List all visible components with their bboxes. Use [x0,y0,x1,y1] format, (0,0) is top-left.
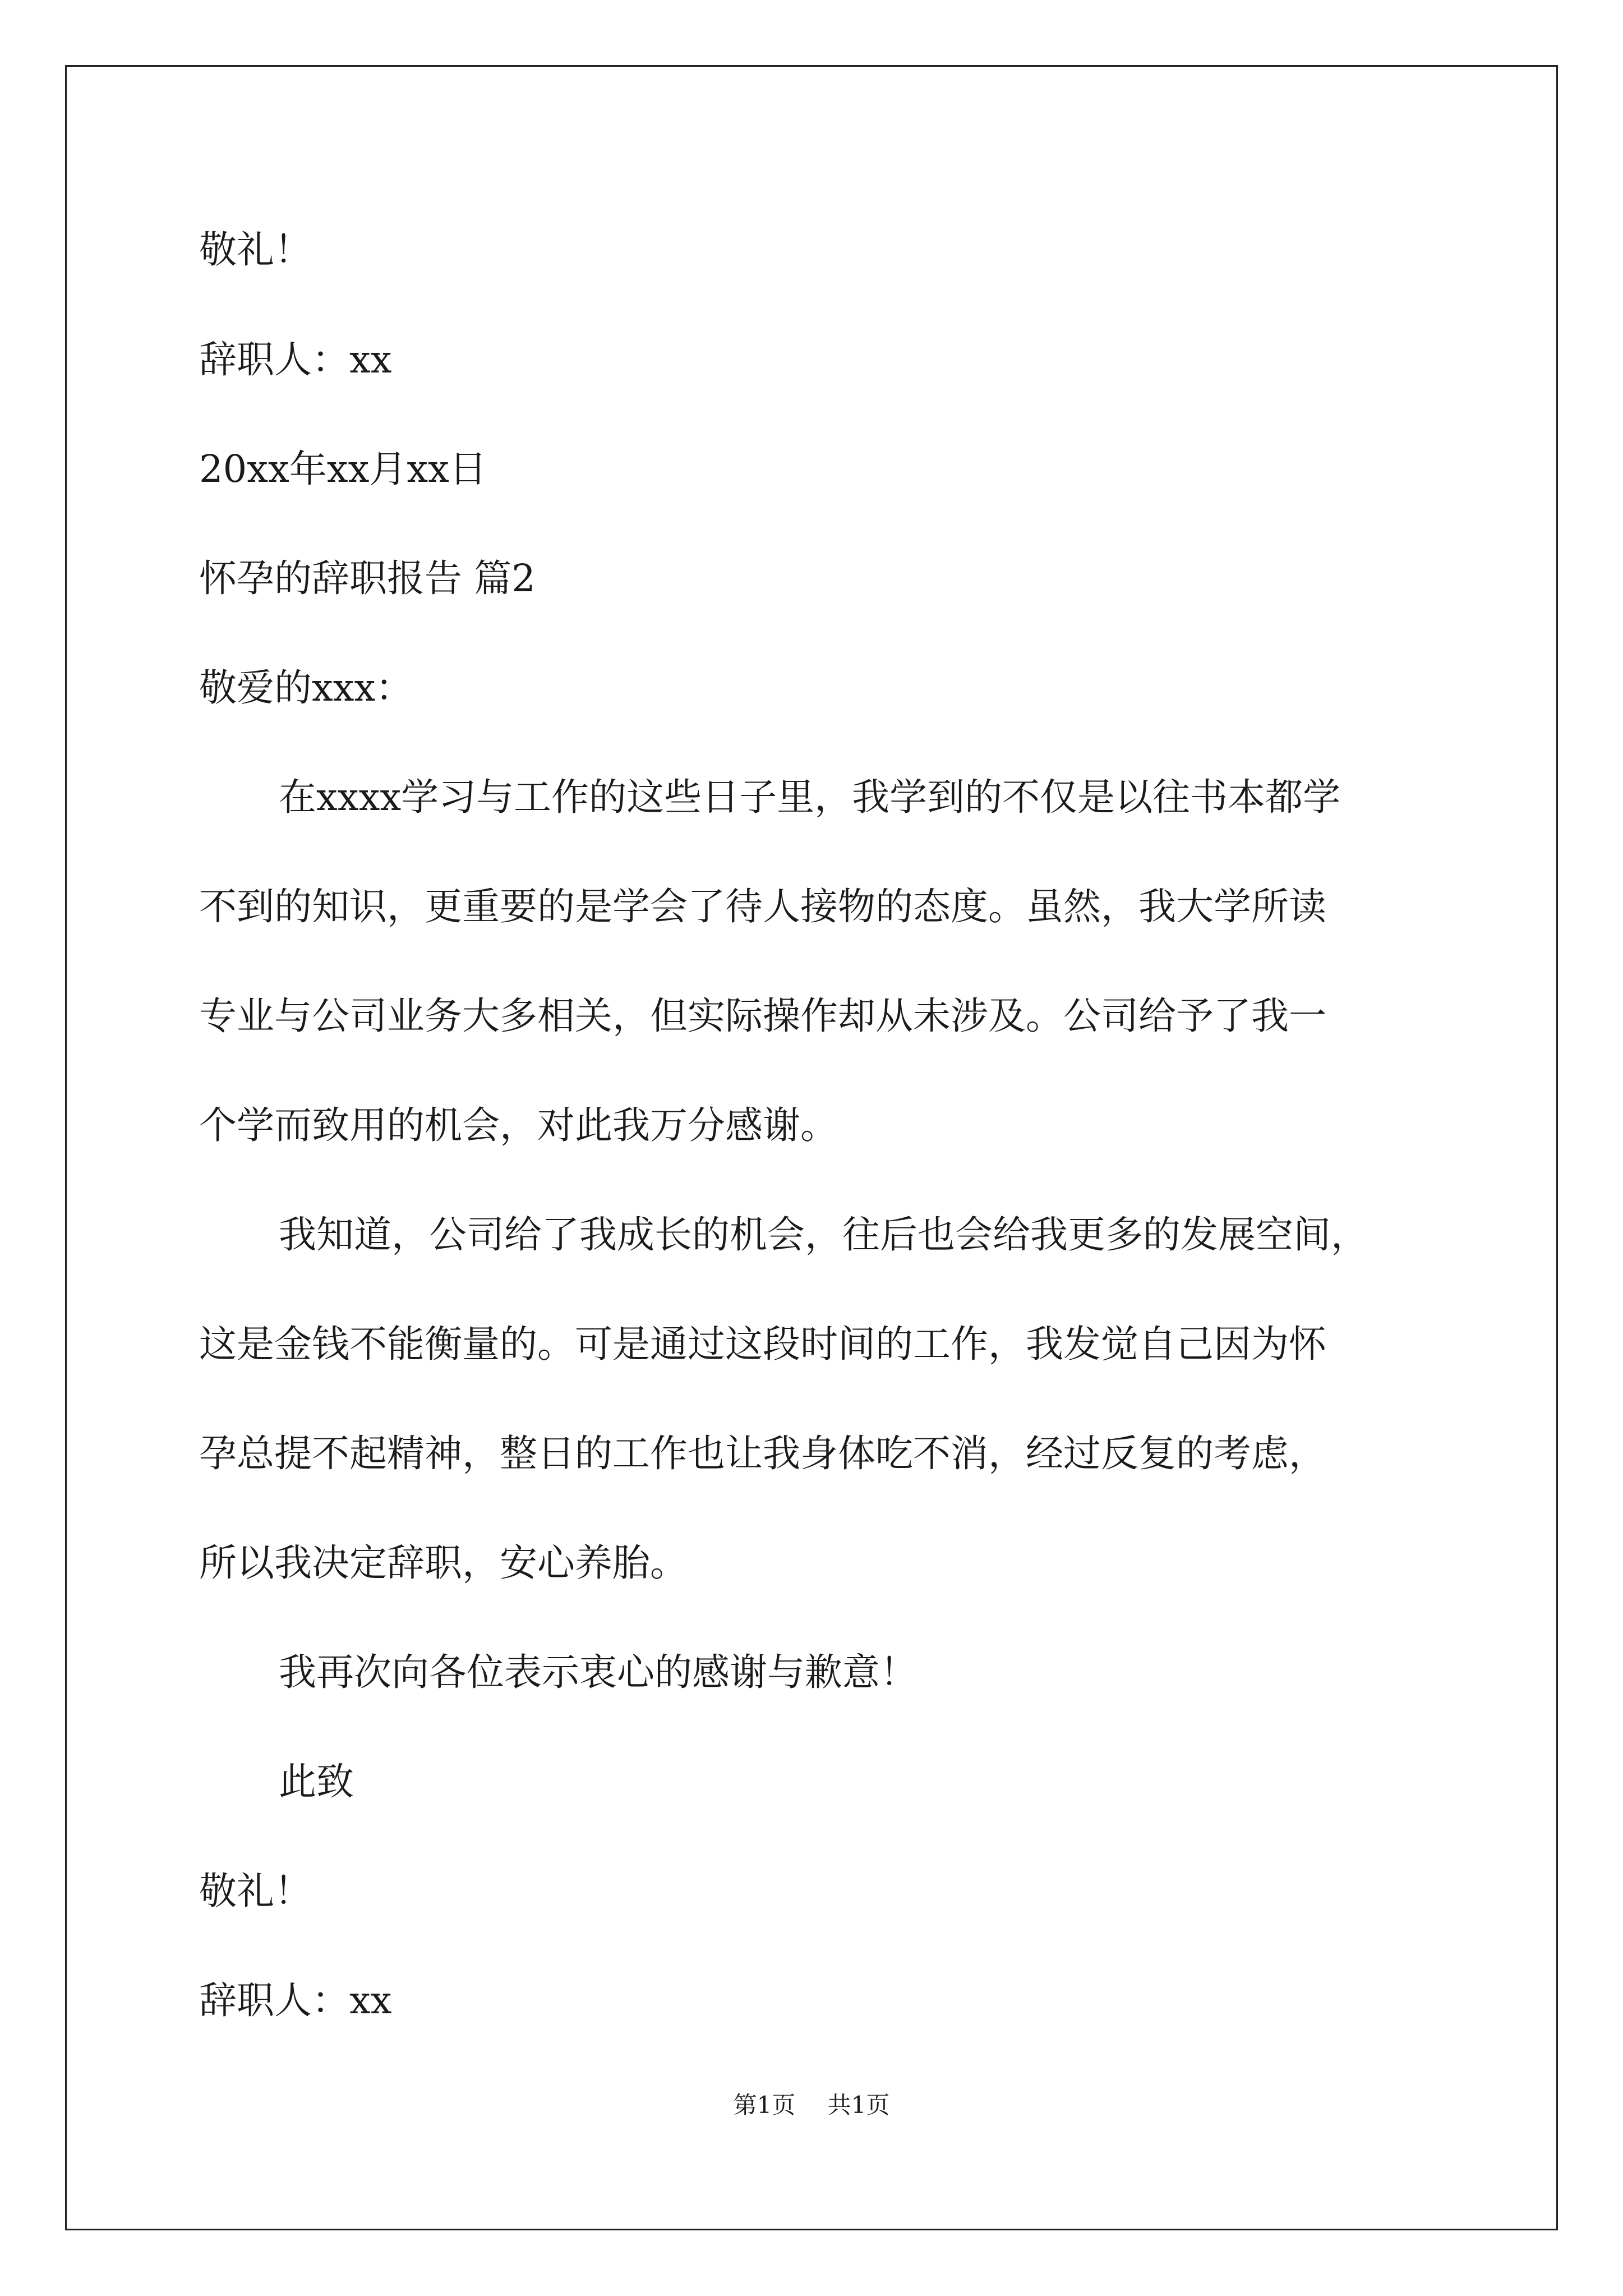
paragraph-2-line-2: 这是金钱不能衡量的。可是通过这段时间的工作，我发觉自己因为怀 [199,1322,1326,1366]
date-line: 20xx年xx月xx日 [199,447,487,491]
closing-salutation-2: 敬礼！ [199,1869,312,1913]
signer-line-2: 辞职人：xx [199,1978,392,2022]
closing-phrase: 此致 [279,1760,354,1803]
paragraph-2-line-3: 孕总提不起精神，整日的工作也让我身体吃不消，经过反复的考虑， [199,1432,1326,1475]
page-footer [0,2093,1623,2117]
greeting-line: 敬爱的xxx： [199,666,413,710]
page-total: 共1页 [827,2091,890,2119]
paragraph-2-line-4: 所以我决定辞职，安心养胎。 [199,1541,688,1585]
section-title: 怀孕的辞职报告 篇2 [199,556,536,600]
paragraph-3-line-1: 我再次向各位表示衷心的感谢与歉意！ [279,1650,917,1694]
paragraph-1-line-1: 在xxxx学习与工作的这些日子里，我学到的不仅是以往书本都学 [279,775,1341,819]
paragraph-2-line-1: 我知道，公司给了我成长的机会，往后也会给我更多的发展空间， [279,1213,1368,1257]
page-number: 第1页 [733,2091,796,2119]
paragraph-1-line-3: 专业与公司业务大多相关，但实际操作却从未涉及。公司给予了我一 [199,994,1326,1038]
closing-salutation: 敬礼！ [199,228,312,272]
paragraph-1-line-4: 个学而致用的机会，对此我万分感谢。 [199,1103,838,1147]
paragraph-1-line-2: 不到的知识，更重要的是学会了待人接物的态度。虽然，我大学所读 [199,885,1326,928]
signer-line: 辞职人：xx [199,338,392,381]
